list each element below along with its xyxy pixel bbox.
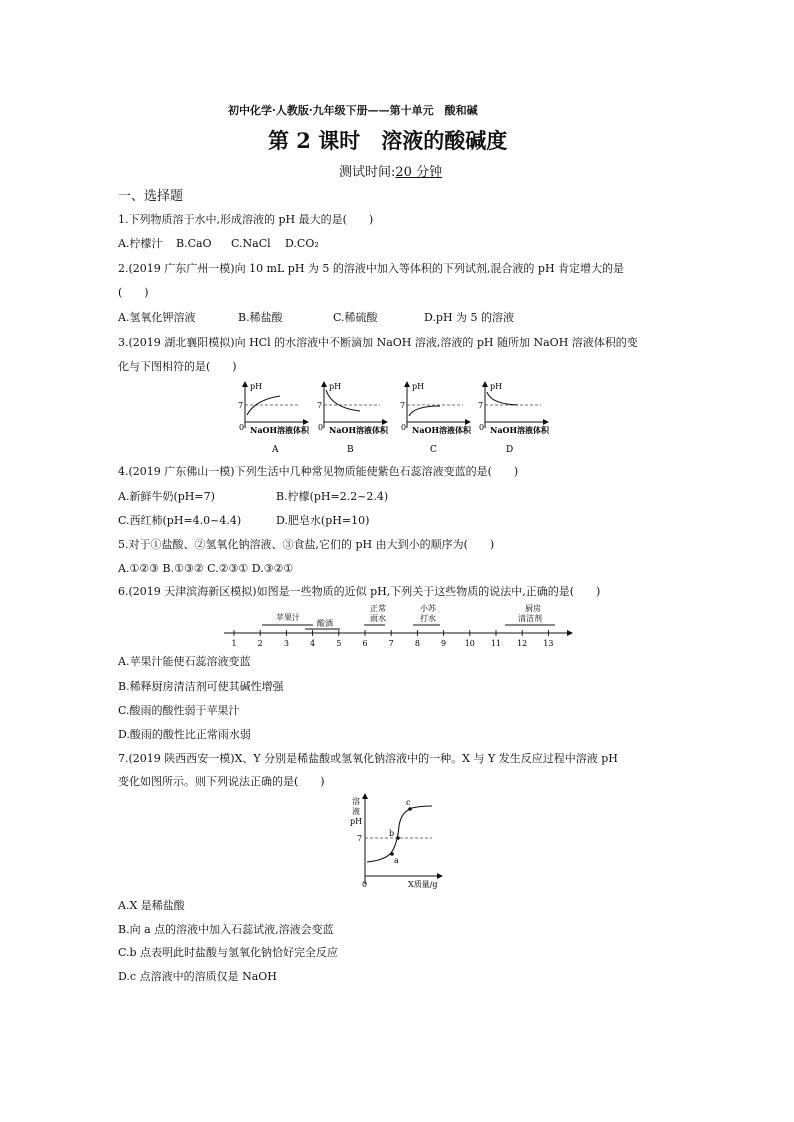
q7-point-b-dot — [396, 836, 400, 840]
q3-a-label: A — [272, 445, 279, 455]
q7-origin: 0 — [362, 880, 368, 889]
q3-c-ylabel: pH — [412, 382, 425, 391]
q6-item-soda-1: 小苏 — [420, 604, 436, 613]
q4-stem: 4.(2019 广东佛山一模)下列生活中几种常见物质能使紫色石蕊溶液变蓝的是( ) — [118, 465, 519, 478]
q2-option-b: B.稀盐酸 — [238, 311, 283, 324]
ph-tick-label: 10 — [464, 639, 475, 648]
q6-option-d: D.酸雨的酸性比正常雨水弱 — [118, 728, 251, 741]
q6-item-rain-1: 正常 — [370, 604, 386, 613]
q3-b-ylabel: pH — [329, 382, 342, 391]
ph-tick-label: 5 — [336, 639, 342, 648]
q3-d-label: D — [506, 445, 514, 455]
q3-graphs — [0, 378, 794, 458]
q7-stem-line2: 变化如图所示。则下列说法正确的是( ) — [118, 775, 325, 788]
q7-label-a: a — [394, 856, 399, 865]
ph-tick-label: 6 — [362, 639, 368, 648]
q3-a-ylabel: pH — [250, 382, 263, 391]
ph-tick-label: 9 — [441, 639, 447, 648]
q3-stem-line1: 3.(2019 湖北襄阳模拟)向 HCl 的水溶液中不断滴加 NaOH 溶液,溶液的 pH 随所加 NaOH 溶液体积的变 — [118, 336, 638, 349]
q3-d-tick: 7 — [478, 401, 484, 410]
q7-ylabel-1: 溶 — [352, 797, 360, 806]
q4-option-b: B.柠檬(pH=2.2~2.4) — [276, 490, 389, 503]
q2-option-d: D.pH 为 5 的溶液 — [424, 311, 515, 324]
ph-tick-label: 13 — [543, 639, 554, 648]
q7-label-c: c — [406, 798, 411, 807]
q7-tick: 7 — [357, 834, 363, 843]
q3-c-label: C — [430, 445, 437, 455]
q3-stem-line2: 化与下图相符的是( ) — [118, 360, 237, 373]
q6-item-apple-juice: 苹果汁 — [276, 613, 300, 622]
q1-option-d: D.CO₂ — [285, 237, 319, 250]
q6-ph-scale — [0, 600, 794, 650]
q4-option-a: A.新鲜牛奶(pH=7) — [118, 490, 215, 503]
ph-tick-label: 3 — [283, 639, 289, 648]
q3-c-tick: 7 — [400, 401, 406, 410]
q2-stem-line1: 2.(2019 广东广州一模)向 10 mL pH 为 5 的溶液中加入等体积的下列试剂,混合液的 pH 肯定增大的是 — [118, 262, 625, 275]
q6-item-cleaner-1: 厨房 — [525, 604, 541, 613]
q3-graph-d — [478, 382, 550, 455]
test-time-value: 20 分钟 — [395, 165, 443, 180]
q3-c-xlabel: NaOH溶液体积 — [412, 425, 472, 435]
ph-tick-label: 7 — [388, 639, 394, 648]
q3-b-origin: 0 — [318, 423, 324, 432]
q5-stem: 5.对于①盐酸、②氢氧化钠溶液、③食盐,它们的 pH 由大到小的顺序为( ) — [118, 538, 495, 551]
q3-b-label: B — [347, 445, 354, 455]
q7-label-b: b — [389, 829, 395, 838]
ph-tick-label: 12 — [517, 639, 528, 648]
ph-tick-label: 4 — [310, 639, 316, 648]
ph-tick-label: 8 — [414, 639, 420, 648]
q1-option-a: A.柠檬汁 — [118, 237, 163, 250]
ph-tick-label: 11 — [490, 639, 502, 648]
q7-ylabel-3: pH — [350, 817, 363, 826]
q2-option-c: C.稀硫酸 — [333, 311, 378, 324]
q6-option-c: C.酸雨的酸性弱于苹果汁 — [118, 704, 240, 717]
q4-option-c: C.西红柿(pH=4.0~4.4) — [118, 514, 242, 527]
q3-a-origin: 0 — [239, 423, 245, 432]
q7-option-a: A.X 是稀盐酸 — [118, 899, 185, 912]
q5-options: A.①②③ B.①③② C.②③① D.③②① — [118, 562, 294, 575]
section-heading: 一、选择题 — [118, 189, 184, 204]
series-header: 初中化学·人教版·九年级下册——第十单元 酸和碱 — [228, 104, 478, 117]
q3-graph-b — [317, 382, 389, 455]
q6-item-rain-2: 雨水 — [370, 614, 386, 623]
q3-graph-a — [238, 382, 310, 455]
q6-stem: 6.(2019 天津滨海新区模拟)如图是一些物质的近似 pH,下列关于这些物质的说法中,正确的是( ) — [118, 585, 601, 598]
ph-tick-label: 1 — [231, 639, 237, 648]
q7-ylabel-2: 液 — [352, 807, 360, 816]
q6-option-a: A.苹果汁能使石蕊溶液变蓝 — [118, 655, 251, 668]
page-title: 第 2 课时 溶液的酸碱度 — [268, 128, 508, 153]
q3-d-xlabel: NaOH溶液体积 — [490, 425, 550, 435]
q3-a-xlabel: NaOH溶液体积 — [250, 425, 310, 435]
q1-option-c: C.NaCl — [231, 237, 271, 250]
q3-d-ylabel: pH — [490, 382, 503, 391]
ph-tick-label: 2 — [257, 639, 263, 648]
q6-item-soda-2: 打水 — [420, 614, 436, 623]
q3-graph-c — [400, 382, 472, 455]
q3-d-origin: 0 — [479, 423, 485, 432]
q1-stem: 1.下列物质溶于水中,形成溶液的 pH 最大的是( ) — [118, 213, 374, 226]
test-time — [339, 165, 442, 181]
q3-a-tick: 7 — [238, 401, 244, 410]
q7-option-b: B.向 a 点的溶液中加入石蕊试液,溶液会变蓝 — [118, 923, 334, 936]
q6-item-acid-wine: 酸酒 — [317, 619, 333, 628]
q1-option-b: B.CaO — [176, 237, 212, 250]
q7-graph — [0, 788, 794, 898]
q3-c-origin: 0 — [401, 423, 407, 432]
q4-option-d: D.肥皂水(pH=10) — [276, 514, 370, 527]
q7-xlabel: X质量/g — [408, 880, 438, 889]
q7-option-c: C.b 点表明此时盐酸与氢氧化钠恰好完全反应 — [118, 946, 339, 959]
q2-stem-line2: ( ) — [118, 286, 149, 299]
q6-option-b: B.稀释厨房清洁剂可使其碱性增强 — [118, 680, 284, 693]
q2-option-a: A.氢氧化钾溶液 — [118, 311, 196, 324]
q7-point-c-dot — [408, 807, 412, 811]
q3-b-xlabel: NaOH溶液体积 — [329, 425, 389, 435]
q3-b-tick: 7 — [317, 401, 323, 410]
q7-stem-line1: 7.(2019 陕西西安一模)X、Y 分别是稀盐酸或氢氧化钠溶液中的一种。X 与 Y 发生反应过程中溶液 pH — [118, 752, 618, 765]
test-time-label: 测试时间: — [339, 165, 396, 180]
q6-item-cleaner-2: 清洁剂 — [518, 614, 542, 623]
q7-option-d: D.c 点溶液中的溶质仅是 NaOH — [118, 970, 277, 983]
